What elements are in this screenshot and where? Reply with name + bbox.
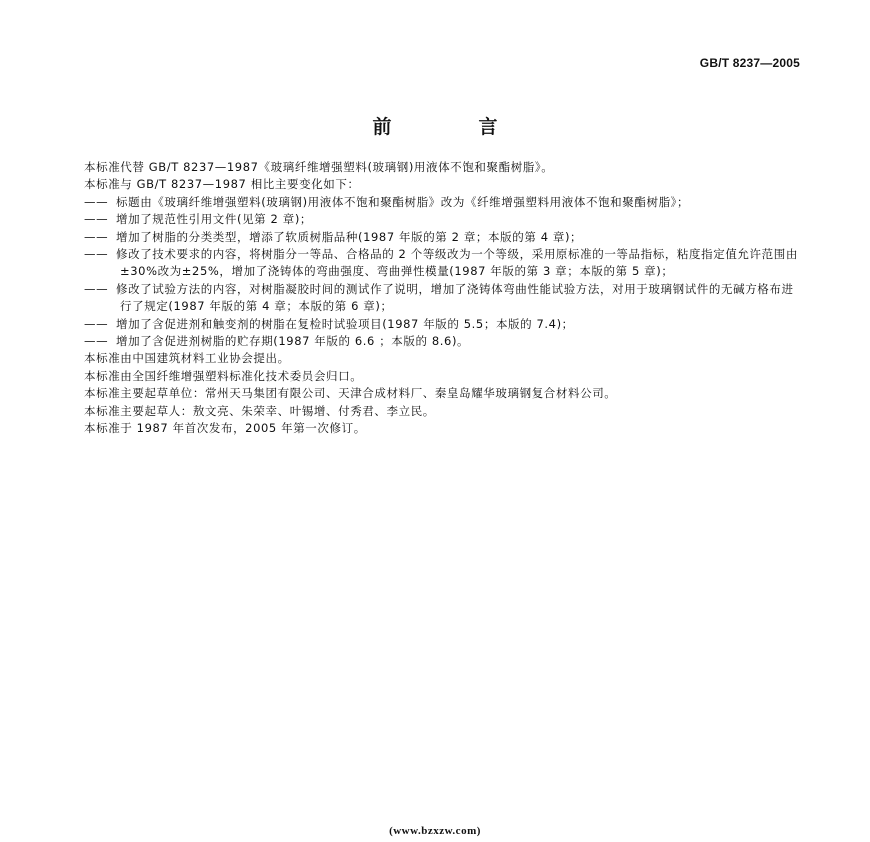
standard-number: GB/T 8237—2005: [699, 56, 800, 70]
dash-mark: ——: [84, 281, 109, 296]
change-item-references: [84, 211, 804, 228]
dash-mark: ——: [84, 316, 109, 331]
change-item-recheck: [84, 316, 804, 333]
change-item-text: 增加了含促进剂和触变剂的树脂在复检时试验项目(1987 年版的 5.5；本版的 7.4)；: [116, 316, 574, 331]
change-item-text: 增加了含促进剂树脂的贮存期(1987 年版的 6.6 ；本版的 8.6)。: [116, 334, 470, 349]
page-title: 前 言: [372, 116, 532, 138]
change-item-classification: [84, 229, 804, 246]
footer-watermark: (www.bzxzw.com): [389, 825, 481, 837]
paragraph-changes-intro: 本标准与 GB/T 8237—1987 相比主要变化如下：: [84, 177, 360, 192]
change-item-technical-requirements: [84, 246, 804, 281]
change-item-text: 增加了树脂的分类类型，增添了软质树脂品种(1987 年版的第 2 章；本版的第 4 章)；: [116, 229, 583, 244]
dash-mark: ——: [84, 229, 109, 244]
dash-mark: ——: [84, 212, 109, 227]
paragraph-replacement: 本标准代替 GB/T 8237—1987《玻璃纤维增强塑料(玻璃钢)用液体不饱和聚酯树脂》。: [84, 160, 554, 174]
dash-mark: ——: [84, 334, 109, 349]
change-item-text: 增加了规范性引用文件(见第 2 章)；: [116, 212, 312, 227]
paragraph-committee: 本标准由全国纤维增强塑料标准化技术委员会归口。: [84, 368, 363, 383]
foreword-body: [84, 159, 804, 438]
change-item-text: 修改了试验方法的内容，对树脂凝胶时间的测试作了说明，增加了浇铸体弯曲性能试验方法，对用于玻璃钢试件的无碱方格布进行了规定(1987 年版的第 4 章；本版的第 6 章)；: [116, 281, 794, 314]
change-item-storage: [84, 333, 804, 350]
dash-mark: ——: [84, 247, 109, 262]
change-item-text: 标题由《玻璃纤维增强塑料(玻璃钢)用液体不饱和聚酯树脂》改为《纤维增强塑料用液体不饱和聚酯树脂》；: [116, 194, 690, 209]
dash-mark: ——: [84, 194, 109, 209]
paragraph-history: 本标准于 1987 年首次发布，2005 年第一次修订。: [84, 421, 366, 436]
change-item-test-methods: [84, 281, 804, 316]
paragraph-drafters: 本标准主要起草人：敖文亮、朱荣幸、叶锡增、付秀君、李立民。: [84, 403, 435, 418]
paragraph-proposer: 本标准由中国建筑材料工业协会提出。: [84, 351, 290, 366]
change-item-text: 修改了技术要求的内容，将树脂分一等品、合格品的 2 个等级改为一个等级，采用原标准的一等品指标，粘度指定值允许范围由±30%改为±25%，增加了浇铸体的弯曲强度、弯曲弹性模量(1987 年版的第 3 章；本版的第 5 章)；: [116, 247, 798, 279]
paragraph-drafting-units: 本标准主要起草单位：常州天马集团有限公司、天津合成材料厂、秦皇岛耀华玻璃钢复合材料公司。: [84, 386, 617, 401]
change-item-title: [84, 194, 804, 211]
